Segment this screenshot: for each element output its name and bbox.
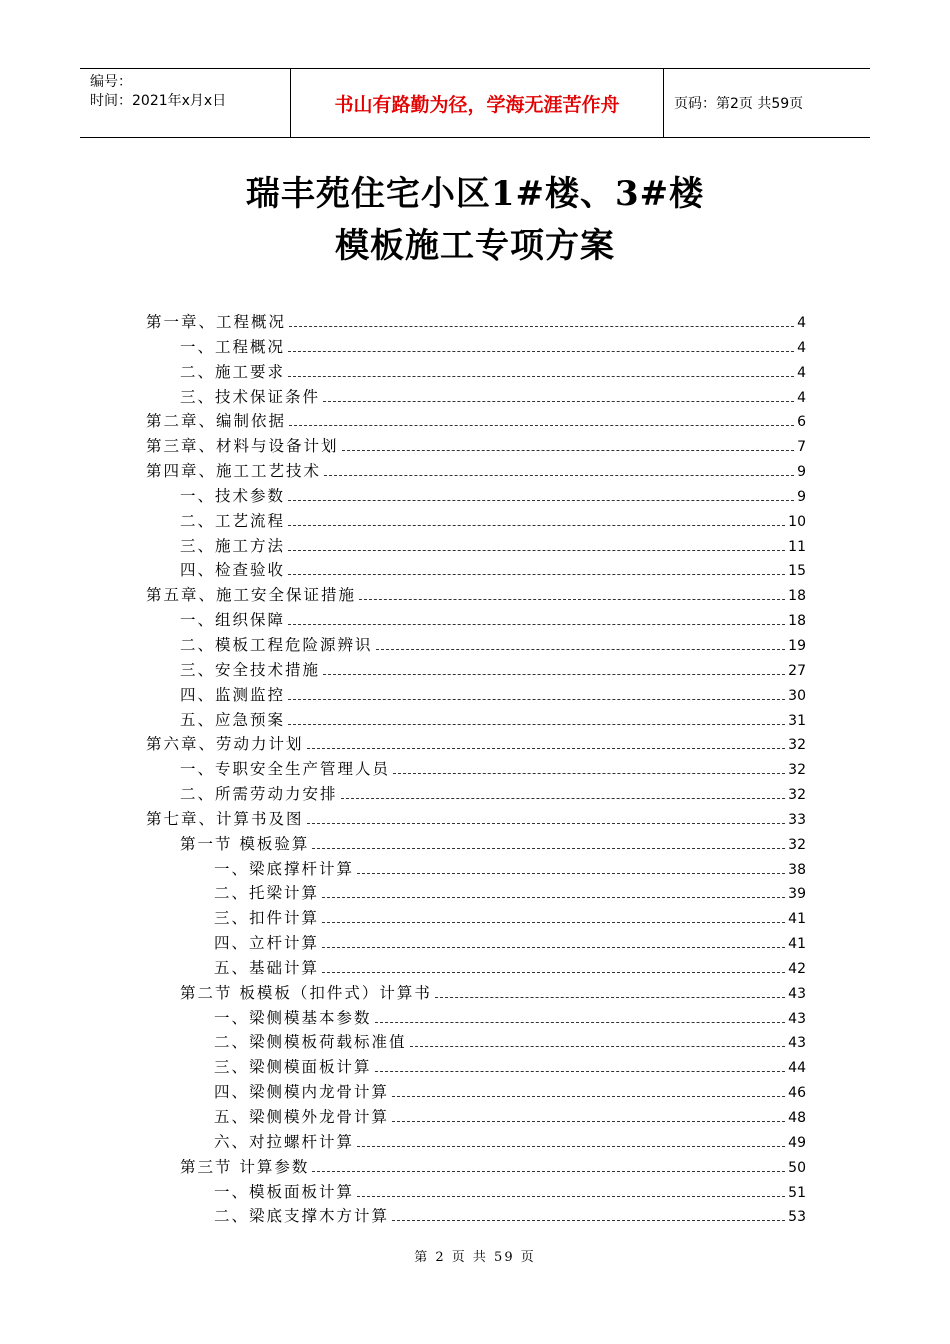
toc-item-page: 4 bbox=[797, 364, 806, 381]
toc-item-label: 一、专职安全生产管理人员 bbox=[180, 760, 391, 779]
toc-item-page: 46 bbox=[788, 1085, 806, 1102]
toc-leader bbox=[323, 674, 785, 675]
toc-item-page: 42 bbox=[788, 960, 806, 977]
toc-leader bbox=[322, 947, 785, 948]
header-motto: 书山有路勤为径，学海无涯苦作舟 bbox=[291, 69, 664, 137]
toc-item-page: 39 bbox=[788, 886, 806, 903]
toc-item[interactable] bbox=[146, 1080, 806, 1105]
toc-item[interactable] bbox=[146, 1180, 806, 1205]
toc-item-page: 19 bbox=[788, 637, 806, 654]
toc-item-label: 一、模板面板计算 bbox=[214, 1182, 355, 1201]
toc-item-label: 二、所需劳动力安排 bbox=[180, 785, 338, 804]
document-number-label: 编号： bbox=[90, 74, 132, 90]
toc-leader bbox=[288, 724, 785, 725]
toc-item[interactable] bbox=[146, 1006, 806, 1031]
toc-item-label: 第五章、施工安全保证措施 bbox=[146, 586, 357, 605]
toc-item[interactable] bbox=[146, 732, 806, 757]
toc-leader bbox=[357, 873, 785, 874]
toc-leader bbox=[393, 773, 785, 774]
toc-item-page: 32 bbox=[788, 762, 806, 779]
toc-item[interactable] bbox=[146, 633, 806, 658]
toc-leader bbox=[357, 1146, 785, 1147]
toc-item-page: 33 bbox=[788, 811, 806, 828]
toc-item-page: 11 bbox=[788, 538, 806, 555]
toc-leader bbox=[288, 574, 785, 575]
toc-item-page: 9 bbox=[797, 464, 806, 481]
toc-leader bbox=[341, 798, 786, 799]
toc-item-page: 43 bbox=[788, 1010, 806, 1027]
toc-item-label: 二、施工要求 bbox=[180, 362, 286, 381]
toc-leader bbox=[359, 599, 785, 600]
toc-leader bbox=[289, 425, 794, 426]
toc-item-label: 六、对拉螺杆计算 bbox=[214, 1132, 355, 1151]
toc-item[interactable] bbox=[146, 931, 806, 956]
toc-item-page: 10 bbox=[788, 513, 806, 530]
toc-item-label: 三、技术保证条件 bbox=[180, 387, 321, 406]
toc-item[interactable] bbox=[146, 409, 806, 434]
toc-item-label: 二、梁底支撑木方计算 bbox=[214, 1207, 390, 1226]
toc-item-label: 一、工程概况 bbox=[180, 337, 286, 356]
toc-item[interactable] bbox=[146, 658, 806, 683]
toc-leader bbox=[288, 624, 785, 625]
toc-item-label: 第一章、工程概况 bbox=[146, 313, 287, 331]
toc-item-label: 二、梁侧模板荷载标准值 bbox=[214, 1033, 407, 1052]
toc-item-page: 41 bbox=[788, 936, 806, 953]
toc-item[interactable] bbox=[146, 534, 806, 559]
toc-item[interactable] bbox=[146, 832, 806, 857]
toc-item-page: 32 bbox=[788, 787, 806, 804]
toc-leader bbox=[376, 649, 786, 650]
page-header bbox=[80, 68, 870, 138]
toc-item[interactable] bbox=[146, 857, 806, 882]
toc-item[interactable] bbox=[146, 1105, 806, 1130]
toc-item[interactable] bbox=[146, 1130, 806, 1155]
toc-item[interactable] bbox=[146, 310, 806, 335]
toc-item-label: 第七章、计算书及图 bbox=[146, 809, 304, 828]
toc-item-page: 38 bbox=[788, 861, 806, 878]
toc-item-label: 一、梁侧模基本参数 bbox=[214, 1008, 372, 1027]
toc-item-page: 43 bbox=[788, 985, 806, 1002]
toc-leader bbox=[288, 376, 794, 377]
toc-leader bbox=[288, 500, 794, 501]
toc-item-label: 三、扣件计算 bbox=[214, 909, 320, 928]
toc-item-page: 49 bbox=[788, 1134, 806, 1151]
toc-item-label: 一、技术参数 bbox=[180, 486, 286, 505]
toc-item-label: 四、监测监控 bbox=[180, 685, 286, 704]
toc-item[interactable] bbox=[146, 335, 806, 360]
toc-item-label: 二、模板工程危险源辨识 bbox=[180, 635, 373, 654]
toc-leader bbox=[288, 550, 785, 551]
toc-item[interactable] bbox=[146, 757, 806, 782]
toc-item-label: 三、安全技术措施 bbox=[180, 660, 321, 679]
toc-leader bbox=[312, 1171, 785, 1172]
toc-leader bbox=[323, 401, 794, 402]
toc-item-page: 7 bbox=[797, 439, 806, 456]
toc-item-page: 27 bbox=[788, 662, 806, 679]
toc-item-label: 第三节 计算参数 bbox=[180, 1157, 310, 1176]
toc-item-label: 第二章、编制依据 bbox=[146, 412, 287, 431]
toc-item-page: 43 bbox=[788, 1035, 806, 1052]
toc-item-page: 32 bbox=[788, 737, 806, 754]
toc-item-page: 53 bbox=[788, 1209, 806, 1226]
header-meta bbox=[80, 69, 291, 137]
toc-item[interactable] bbox=[146, 881, 806, 906]
toc-leader bbox=[435, 997, 785, 998]
document-title-line1: 瑞丰苑住宅小区1#楼、3#楼 bbox=[245, 174, 705, 214]
toc-item-label: 二、工艺流程 bbox=[180, 511, 286, 530]
toc-item-page: 51 bbox=[788, 1184, 806, 1201]
toc-item-label: 一、组织保障 bbox=[180, 611, 286, 630]
toc-item[interactable] bbox=[146, 385, 806, 410]
toc-leader bbox=[342, 450, 795, 451]
table-of-contents bbox=[146, 310, 806, 1229]
toc-item-page: 30 bbox=[788, 687, 806, 704]
toc-leader bbox=[324, 475, 794, 476]
toc-item[interactable] bbox=[146, 583, 806, 608]
toc-item-label: 第四章、施工工艺技术 bbox=[146, 462, 322, 481]
toc-item-label: 第一节 模板验算 bbox=[180, 834, 310, 853]
toc-leader bbox=[322, 897, 785, 898]
toc-item-page: 4 bbox=[797, 389, 806, 406]
toc-item[interactable] bbox=[146, 509, 806, 534]
toc-item-label: 第三章、材料与设备计划 bbox=[146, 437, 339, 456]
toc-item-label: 四、检查验收 bbox=[180, 561, 286, 580]
toc-item-page: 32 bbox=[788, 836, 806, 853]
toc-leader bbox=[312, 848, 785, 849]
toc-item[interactable] bbox=[146, 1204, 806, 1229]
toc-item[interactable] bbox=[146, 484, 806, 509]
toc-item[interactable] bbox=[146, 608, 806, 633]
toc-item[interactable] bbox=[146, 459, 806, 484]
toc-item[interactable] bbox=[146, 1155, 806, 1180]
toc-item[interactable] bbox=[146, 708, 806, 733]
toc-item[interactable] bbox=[146, 360, 806, 385]
toc-item[interactable] bbox=[146, 782, 806, 807]
toc-item-label: 四、立杆计算 bbox=[214, 934, 320, 953]
toc-leader bbox=[322, 922, 785, 923]
toc-item[interactable] bbox=[146, 558, 806, 583]
toc-item-page: 41 bbox=[788, 911, 806, 928]
toc-item-label: 四、梁侧模内龙骨计算 bbox=[214, 1083, 390, 1102]
toc-item-page: 50 bbox=[788, 1159, 806, 1176]
document-title-line2: 模板施工专项方案 bbox=[335, 226, 615, 266]
toc-item-label: 五、梁侧模外龙骨计算 bbox=[214, 1108, 390, 1126]
toc-item-page: 48 bbox=[788, 1110, 806, 1126]
toc-item-page: 9 bbox=[797, 488, 806, 505]
toc-leader bbox=[288, 525, 785, 526]
toc-leader bbox=[375, 1022, 786, 1023]
toc-item-page: 15 bbox=[788, 563, 806, 580]
toc-item-label: 五、应急预案 bbox=[180, 710, 286, 729]
toc-item-label: 第六章、劳动力计划 bbox=[146, 735, 304, 754]
page-footer: 第 2 页 共 59 页 bbox=[414, 1250, 536, 1265]
toc-leader bbox=[289, 326, 794, 327]
toc-item-page: 6 bbox=[797, 414, 806, 431]
toc-item[interactable] bbox=[146, 956, 806, 981]
toc-item-label: 二、托梁计算 bbox=[214, 884, 320, 903]
toc-item-label: 三、施工方法 bbox=[180, 536, 286, 555]
toc-item-page: 44 bbox=[788, 1060, 806, 1077]
toc-leader bbox=[357, 1196, 785, 1197]
toc-item-page: 4 bbox=[797, 315, 806, 331]
toc-item-page: 31 bbox=[788, 712, 806, 729]
toc-leader bbox=[375, 1071, 786, 1072]
toc-leader bbox=[307, 823, 786, 824]
toc-item-page: 18 bbox=[788, 588, 806, 605]
toc-leader bbox=[288, 351, 794, 352]
toc-leader bbox=[288, 699, 785, 700]
toc-item[interactable] bbox=[146, 434, 806, 459]
toc-item[interactable] bbox=[146, 1055, 806, 1080]
toc-leader bbox=[392, 1096, 785, 1097]
toc-leader bbox=[322, 972, 785, 973]
toc-item-label: 一、梁底撑杆计算 bbox=[214, 859, 355, 878]
toc-item[interactable] bbox=[146, 1030, 806, 1055]
toc-leader bbox=[410, 1046, 786, 1047]
toc-item-label: 三、梁侧模面板计算 bbox=[214, 1058, 372, 1077]
toc-item[interactable] bbox=[146, 906, 806, 931]
toc-item[interactable] bbox=[146, 807, 806, 832]
toc-item-page: 4 bbox=[797, 339, 806, 356]
toc-item-label: 五、基础计算 bbox=[214, 958, 320, 977]
toc-item[interactable] bbox=[146, 981, 806, 1006]
toc-item-page: 18 bbox=[788, 613, 806, 630]
toc-leader bbox=[307, 748, 786, 749]
toc-item[interactable] bbox=[146, 683, 806, 708]
toc-leader bbox=[392, 1121, 785, 1122]
header-page-info: 页码：第2页 共59页 bbox=[674, 96, 804, 112]
toc-item-label: 第二节 板模板（扣件式）计算书 bbox=[180, 983, 432, 1002]
document-date: 时间：2021年x月x日 bbox=[90, 93, 227, 109]
toc-leader bbox=[392, 1220, 785, 1221]
